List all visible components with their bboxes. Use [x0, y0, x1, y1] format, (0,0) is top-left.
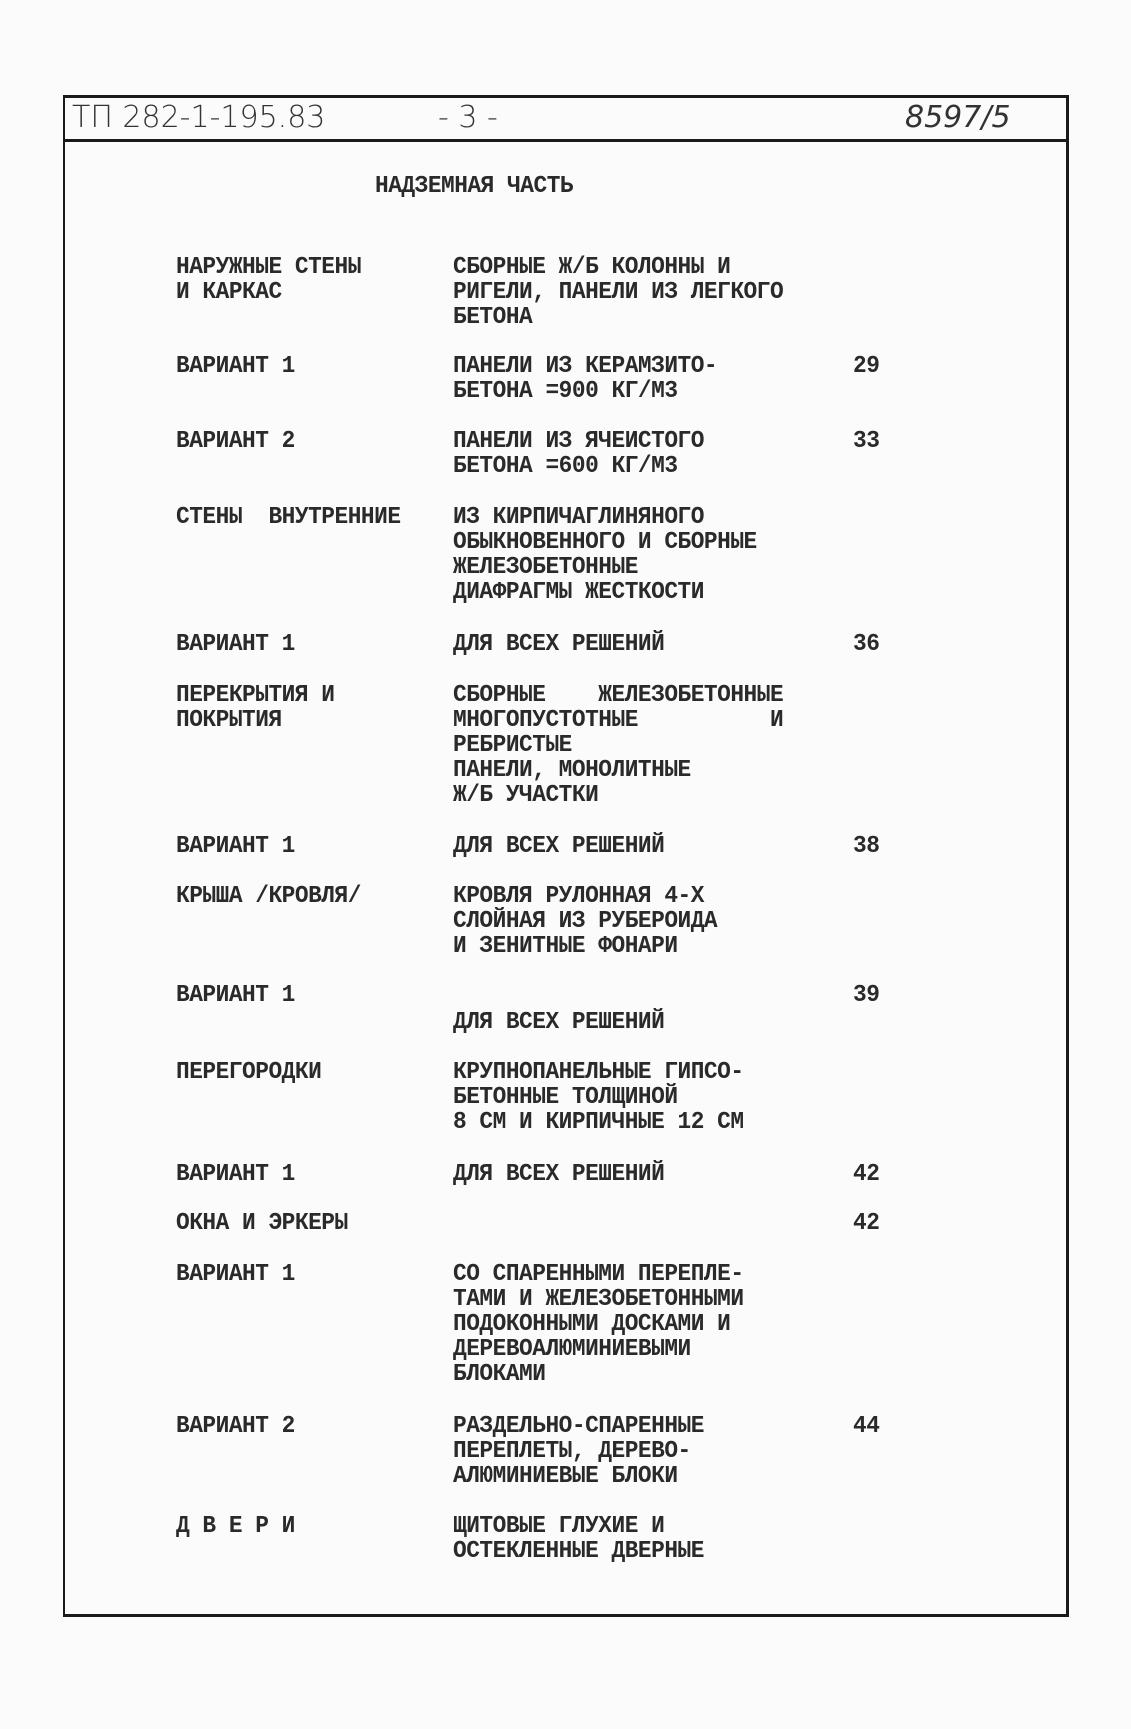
- row-description: ДЛЯ ВСЕХ РЕШЕНИЙ: [453, 1161, 665, 1188]
- row-description: ДЛЯ ВСЕХ РЕШЕНИЙ: [453, 631, 665, 658]
- page-number: - 3 -: [438, 100, 498, 135]
- row-description: ИЗ КИРПИЧАГЛИНЯНОГО ОБЫКНОВЕННОГО И СБОРНЫЕ ЖЕЛЕЗОБЕТОННЫЕ ДИАФРАГМЫ ЖЕСТКОСТИ: [453, 504, 757, 606]
- row-label: СТЕНЫ ВНУТРЕННИЕ: [176, 504, 401, 531]
- row-label: ВАРИАНТ 1: [176, 1161, 295, 1188]
- row-page-number: 33: [853, 428, 880, 455]
- row-label: Д В Е Р И: [176, 1513, 295, 1540]
- row-description: КРУПНОПАНЕЛЬНЫЕ ГИПСО- БЕТОННЫЕ ТОЛЩИНОЙ 8 СМ И КИРПИЧНЫЕ 12 СМ: [453, 1059, 744, 1136]
- row-label: ПЕРЕГОРОДКИ: [176, 1059, 322, 1086]
- row-description: СБОРНЫЕ Ж/Б КОЛОННЫ И РИГЕЛИ, ПАНЕЛИ ИЗ ЛЕГКОГО БЕТОНА: [453, 254, 784, 331]
- row-page-number: 39: [853, 982, 880, 1009]
- row-label: ВАРИАНТ 2: [176, 428, 295, 455]
- row-description: ПАНЕЛИ ИЗ КЕРАМЗИТО- БЕТОНА =900 КГ/М3: [453, 353, 718, 405]
- row-description: ПАНЕЛИ ИЗ ЯЧЕИСТОГО БЕТОНА =600 КГ/М3: [453, 428, 704, 480]
- row-page-number: 42: [853, 1161, 880, 1188]
- row-label: КРЫША /КРОВЛЯ/: [176, 883, 361, 910]
- row-label: ВАРИАНТ 1: [176, 982, 295, 1009]
- row-description: СО СПАРЕННЫМИ ПЕРЕПЛЕ- ТАМИ И ЖЕЛЕЗОБЕТОННЫМИ ПОДОКОННЫМИ ДОСКАМИ И ДЕРЕВОАЛЮМИНИЕВЫМИ БЛОКАМИ: [453, 1261, 744, 1388]
- header-divider: [63, 139, 1067, 142]
- document-code: ТП 282-1-195.83: [72, 100, 326, 135]
- row-label: ВАРИАНТ 1: [176, 353, 295, 380]
- section-title: НАДЗЕМНАЯ ЧАСТЬ: [375, 173, 574, 200]
- row-page-number: 44: [853, 1413, 880, 1440]
- row-label: НАРУЖНЫЕ СТЕНЫ И КАРКАС: [176, 254, 361, 306]
- row-label: ВАРИАНТ 1: [176, 833, 295, 860]
- row-label: ВАРИАНТ 1: [176, 631, 295, 658]
- row-label: ВАРИАНТ 2: [176, 1413, 295, 1440]
- row-label: ОКНА И ЭРКЕРЫ: [176, 1210, 348, 1237]
- row-description: ЩИТОВЫЕ ГЛУХИЕ И ОСТЕКЛЕННЫЕ ДВЕРНЫЕ: [453, 1513, 704, 1565]
- row-page-number: 38: [853, 833, 880, 860]
- row-description: ДЛЯ ВСЕХ РЕШЕНИЙ: [453, 833, 665, 860]
- row-label: ВАРИАНТ 1: [176, 1261, 295, 1288]
- row-label: ПЕРЕКРЫТИЯ И ПОКРЫТИЯ: [176, 682, 335, 734]
- row-page-number: 29: [853, 353, 880, 380]
- row-description: КРОВЛЯ РУЛОННАЯ 4-Х СЛОЙНАЯ ИЗ РУБЕРОИДА И ЗЕНИТНЫЕ ФОНАРИ: [453, 883, 718, 960]
- row-page-number: 42: [853, 1210, 880, 1237]
- row-description: РАЗДЕЛЬНО-СПАРЕННЫЕ ПЕРЕПЛЕТЫ, ДЕРЕВО- АЛЮМИНИЕВЫЕ БЛОКИ: [453, 1413, 704, 1490]
- row-description: СБОРНЫЕ ЖЕЛЕЗОБЕТОННЫЕ МНОГОПУСТОТНЫЕ И РЕБРИСТЫЕ ПАНЕЛИ, МОНОЛИТНЫЕ Ж/Б УЧАСТКИ: [453, 682, 784, 809]
- archive-number: 8597/5: [905, 100, 1011, 135]
- row-description: ДЛЯ ВСЕХ РЕШЕНИЙ: [453, 1009, 665, 1036]
- row-page-number: 36: [853, 631, 880, 658]
